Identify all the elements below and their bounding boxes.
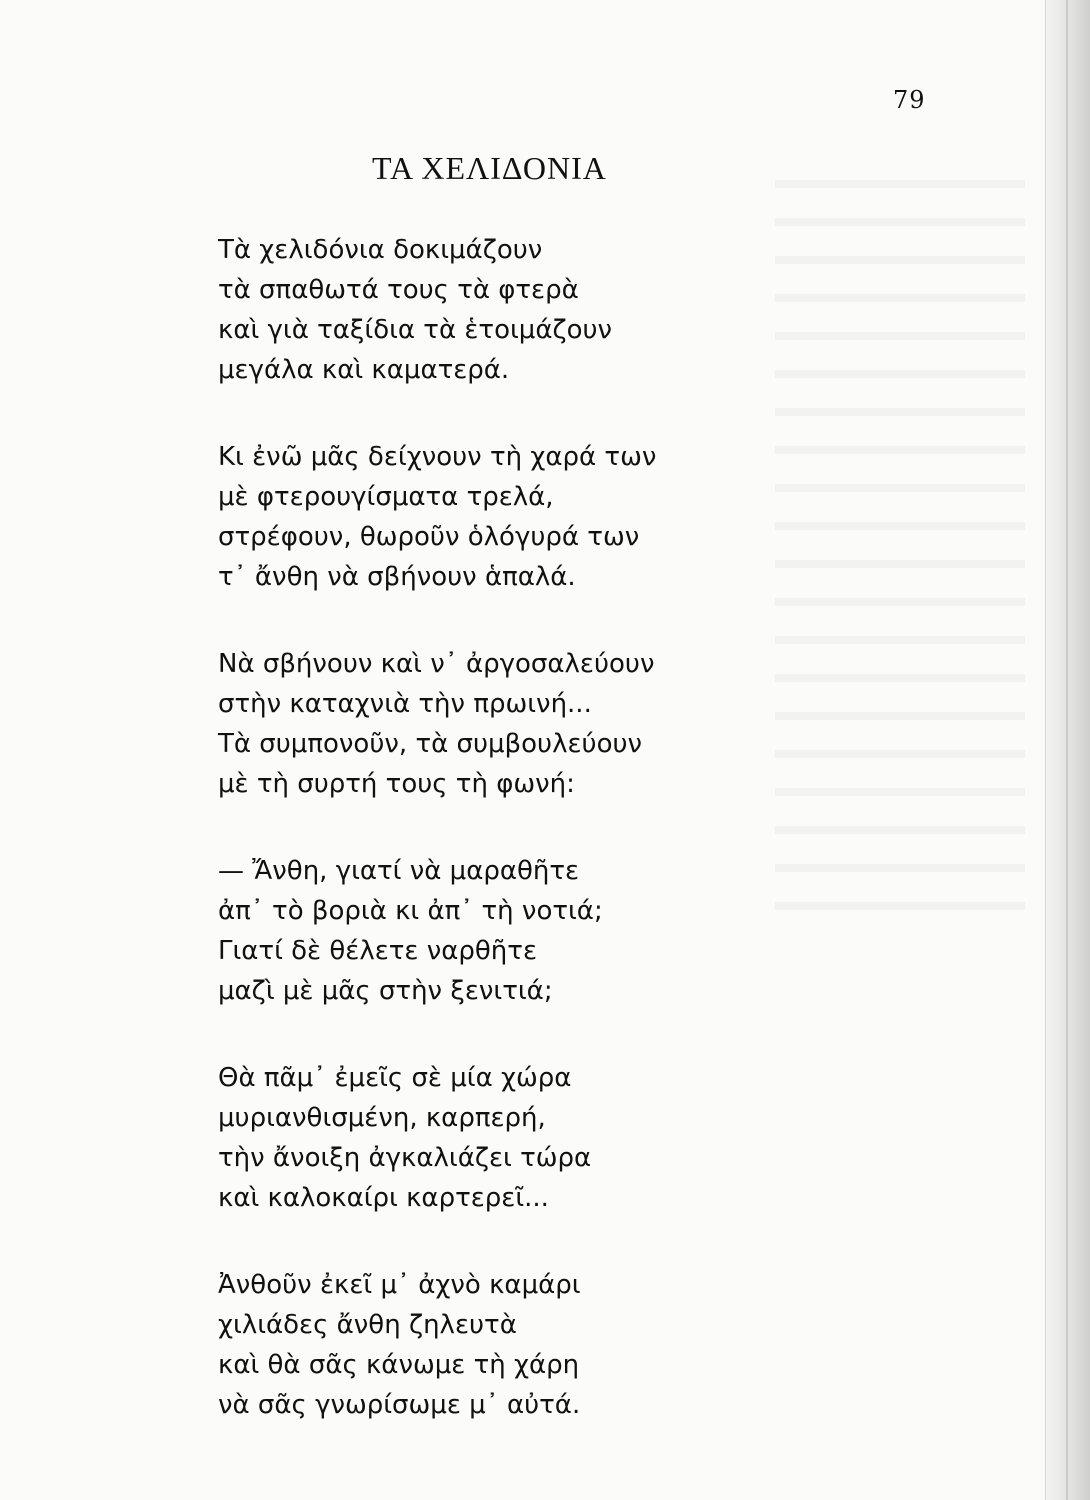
poem-line: στρέφουν, θωροῦν ὁλόγυρά των	[218, 522, 640, 552]
poem-line: στὴν καταχνιὰ τὴν πρωινή...	[218, 689, 592, 719]
page-number: 79	[893, 86, 926, 114]
poem-line: ἀπ᾽ τὸ βοριὰ κι ἀπ᾽ τὴ νοτιά;	[218, 896, 603, 926]
poem-line: μὲ φτερουγίσματα τρελά,	[218, 482, 554, 512]
stanza-3	[218, 644, 778, 804]
poem-line: μαζὶ μὲ μᾶς στὴν ξενιτιά;	[218, 976, 553, 1006]
stanza-5	[218, 1058, 778, 1218]
poem-line: Νὰ σβήνουν καὶ ν᾽ ἀργοσαλεύουν	[218, 649, 655, 679]
poem-line: Τὰ συμπονοῦν, τὰ συμβουλεύουν	[218, 729, 643, 759]
page-edge	[1045, 0, 1090, 1500]
poem-body	[218, 230, 778, 1472]
poem-line: χιλιάδες ἄνθη ζηλευτὰ	[218, 1310, 517, 1340]
poem-line: — Ἄνθη, γιατί νὰ μαραθῆτε	[218, 856, 580, 886]
bleed-through-shadow	[775, 150, 1025, 910]
stanza-2	[218, 437, 778, 597]
poem-line: καὶ καλοκαίρι καρτερεῖ...	[218, 1183, 549, 1213]
poem-line: Τὰ χελιδόνια δοκιμάζουν	[218, 235, 543, 265]
poem-line: καὶ γιὰ ταξίδια τὰ ἑτοιμάζουν	[218, 315, 613, 345]
stanza-6	[218, 1265, 778, 1425]
stanza-1	[218, 230, 778, 390]
stanza-4	[218, 851, 778, 1011]
poem-line: τὰ σπαθωτά τους τὰ φτερὰ	[218, 275, 579, 305]
poem-line: καὶ θὰ σᾶς κάνωμε τὴ χάρη	[218, 1350, 580, 1380]
poem-line: Κι ἐνῶ μᾶς δείχνουν τὴ χαρά των	[218, 442, 657, 472]
poem-line: Ἀνθοῦν ἐκεῖ μ᾽ ἀχνὸ καμάρι	[218, 1270, 581, 1300]
poem-line: τὴν ἄνοιξη ἀγκαλιάζει τώρα	[218, 1143, 592, 1173]
poem-line: τ᾽ ἄνθη νὰ σβήνουν ἁπαλά.	[218, 562, 576, 592]
poem-line: μυριανθισμένη, καρπερή,	[218, 1103, 546, 1133]
poem-line: νὰ σᾶς γνωρίσωμε μ᾽ αὐτά.	[218, 1390, 581, 1420]
poem-line: μεγάλα καὶ καματερά.	[218, 355, 510, 385]
poem-title: ΤΑ ΧΕΛΙΔΟΝΙΑ	[372, 150, 607, 186]
poem-line: Γιατί δὲ θέλετε ναρθῆτε	[218, 936, 537, 966]
poem-line: μὲ τὴ συρτή τους τὴ φωνή:	[218, 769, 575, 799]
poem-line: Θὰ πᾶμ᾽ ἐμεῖς σὲ μία χώρα	[218, 1063, 572, 1093]
